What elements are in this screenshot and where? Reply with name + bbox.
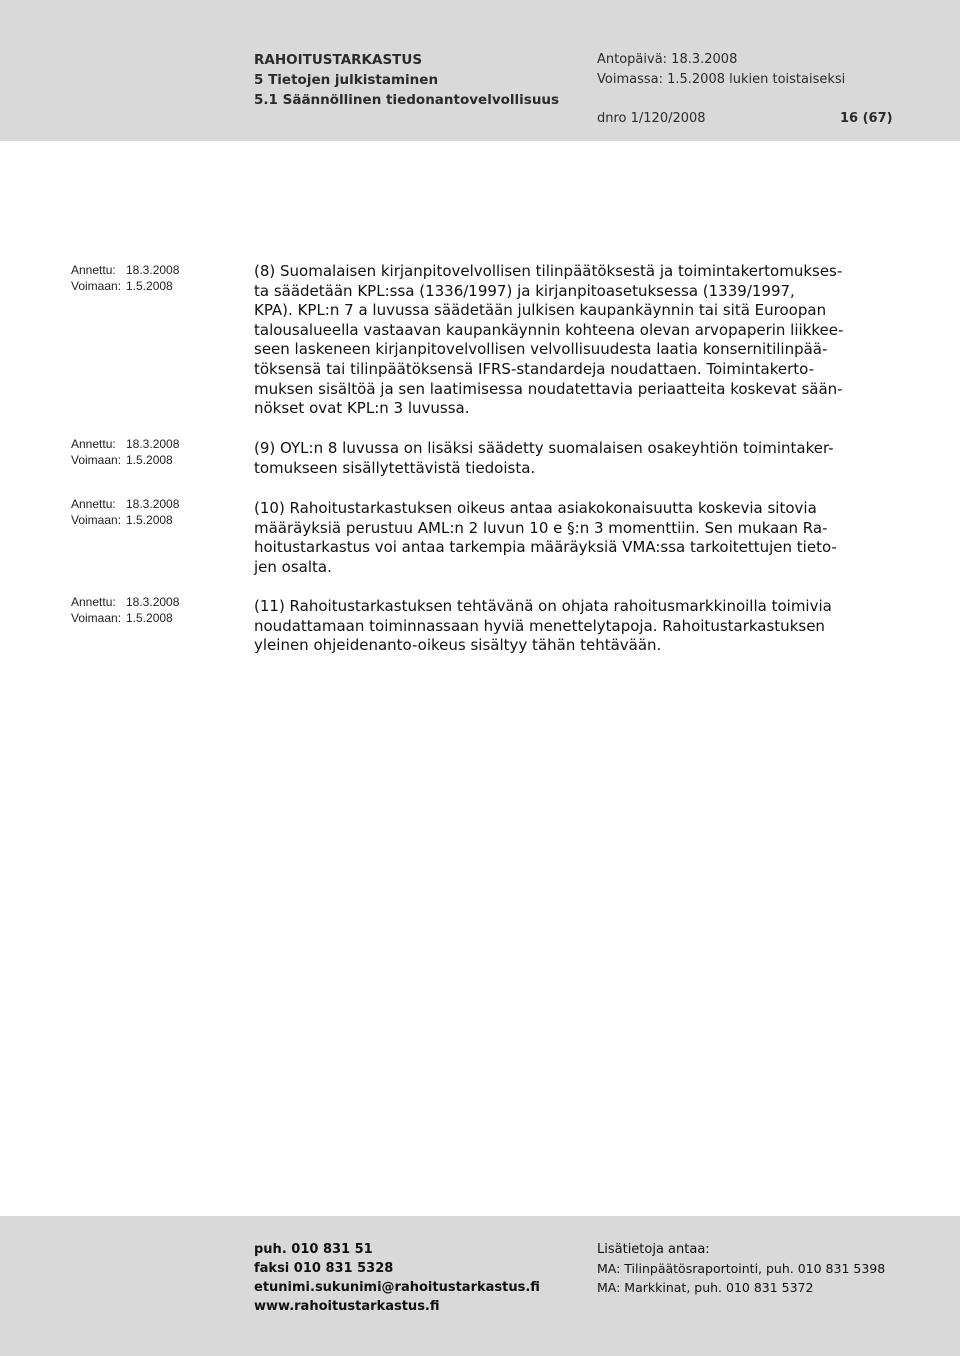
header-right [597, 50, 845, 90]
voimaan-date: 1.5.2008 [126, 453, 173, 467]
footer-email[interactable]: etunimi.sukunimi@rahoitustarkastus.fi [254, 1280, 540, 1295]
page-number: 16 (67) [840, 111, 893, 126]
paragraph-9: (9) OYL:n 8 luvussa on lisäksi säädetty suomalaisen osakeyhtiön toimintaker- tomukseen sisällytettävistä tiedoista. [254, 439, 834, 477]
footer-phone: puh. 010 831 51 [254, 1242, 373, 1257]
header-left [254, 50, 559, 110]
voimaan-date: 1.5.2008 [126, 513, 173, 527]
annettu-date: 18.3.2008 [126, 263, 180, 277]
margin-note: Annettu: 18.3.2008 Voimaan: 1.5.2008 [71, 437, 180, 467]
footer-contact [254, 1240, 540, 1316]
voimaan-date: 1.5.2008 [126, 279, 173, 293]
margin-note: Annettu: 18.3.2008 Voimaan: 1.5.2008 [71, 263, 180, 293]
voimaan-date: 1.5.2008 [126, 611, 173, 625]
footer-info [597, 1240, 885, 1297]
issued-date: Antopäivä: 18.3.2008 [597, 52, 738, 67]
annettu-date: 18.3.2008 [126, 497, 180, 511]
reference-number: dnro 1/120/2008 [597, 111, 706, 126]
margin-note: Annettu: 18.3.2008 Voimaan: 1.5.2008 [71, 595, 180, 625]
paragraph-8: (8) Suomalaisen kirjanpitovelvollisen tilinpäätöksestä ja toimintakertomukses- ta säädetään KPL:ssa (1336/1997) ja kirjanpitoasetuksessa (1339/1997, KPA). KPL:n 7 a luvussa säädetään julkisen kaupankäynnin tai sitä Euroopan talousalueella vastaavan kaupankäynnin kohteena olevan arvopaperin liikkee- seen laskeneen kirjanpitovelvollisen velvollisuudesta laatia konsernitilinpää- töksensä tai tilinpäätöksensä IFRS-standardeja noudattaen. Toimintakerto- muksen sisältöä ja sen laatimisessa noudatettavia periaatteita koskevat sään- nökset ovat KPL:n 3 luvussa. [254, 262, 844, 418]
footer-fax: faksi 010 831 5328 [254, 1261, 394, 1276]
footer-website[interactable]: www.rahoitustarkastus.fi [254, 1299, 440, 1314]
page-header [0, 0, 960, 141]
annettu-date: 18.3.2008 [126, 595, 180, 609]
page-footer [0, 1216, 960, 1356]
footer-contact-1: MA: Tilinpäätösraportointi, puh. 010 831 5398 [597, 1261, 886, 1276]
margin-note: Annettu: 18.3.2008 Voimaan: 1.5.2008 [71, 497, 180, 527]
annettu-date: 18.3.2008 [126, 437, 180, 451]
paragraph-11: (11) Rahoitustarkastuksen tehtävänä on ohjata rahoitusmarkkinoilla toimivia noudattamaan toiminnassaan hyviä menettelytapoja. Rahoitustarkastuksen yleinen ohjeidenanto-oikeus sisältyy tähän tehtävään. [254, 597, 832, 655]
footer-info-title: Lisätietoja antaa: [597, 1242, 710, 1257]
section-title: 5 Tietojen julkistaminen [254, 72, 439, 88]
footer-contact-2: MA: Markkinat, puh. 010 831 5372 [597, 1280, 814, 1295]
paragraph-10: (10) Rahoitustarkastuksen oikeus antaa asiakokonaisuutta koskevia sitovia määräyksiä perustuu AML:n 2 luvun 10 e §:n 3 momenttiin. Sen mukaan Ra- hoitustarkastus voi antaa tarkempia määräyksiä VMA:ssa tarkoitettujen tieto- jen osalta. [254, 499, 837, 576]
org-name: RAHOITUSTARKASTUS [254, 52, 423, 68]
subsection-title: 5.1 Säännöllinen tiedonantovelvollisuus [254, 92, 560, 108]
valid-date: Voimassa: 1.5.2008 lukien toistaiseksi [597, 72, 846, 87]
